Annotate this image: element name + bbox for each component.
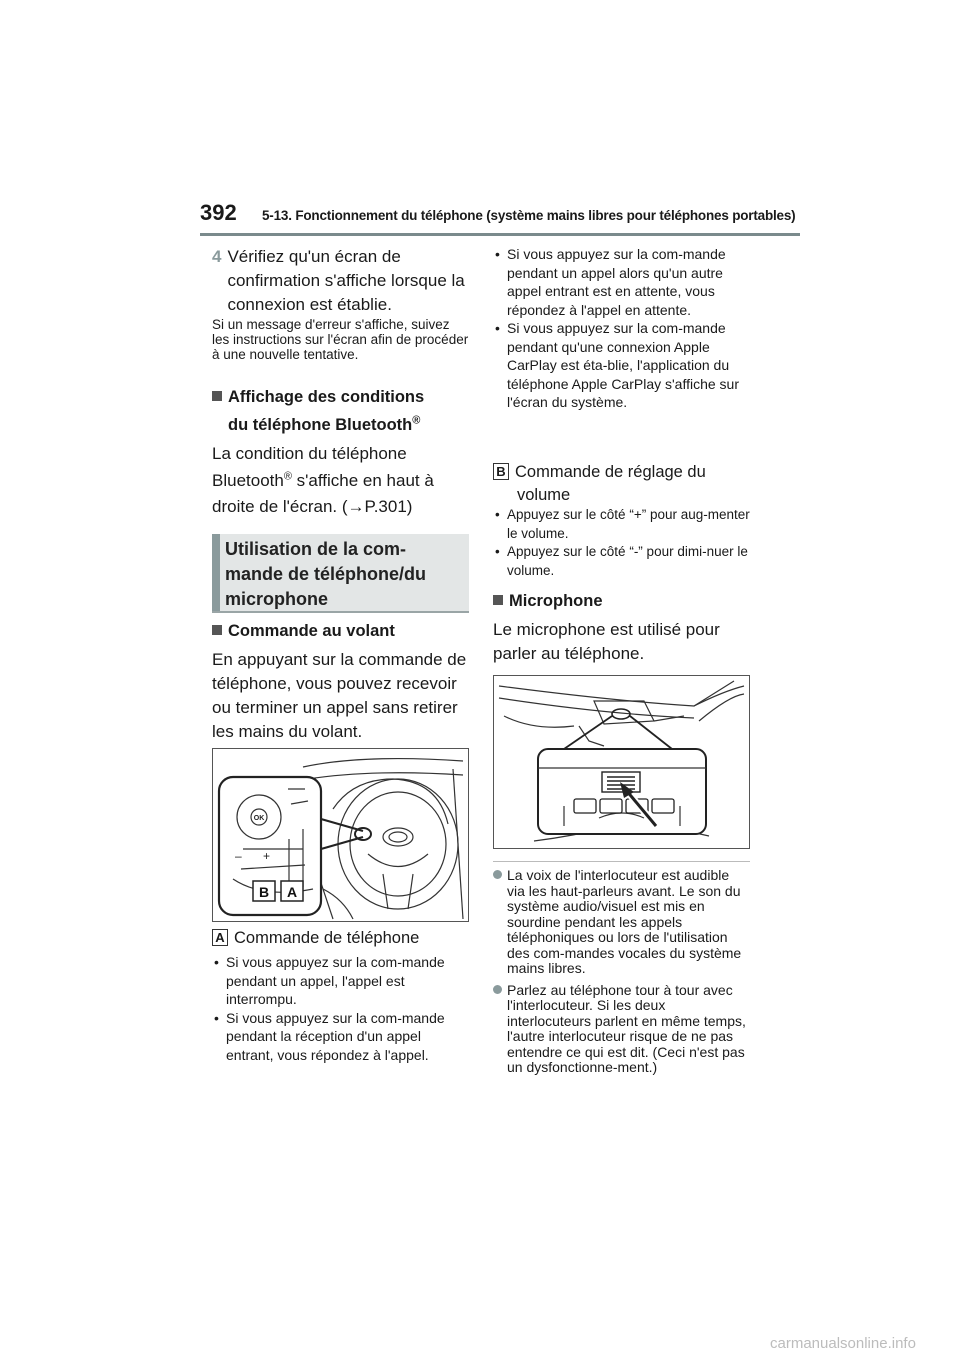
circle-bullet-icon <box>493 870 502 879</box>
steering-wheel-figure <box>212 748 469 922</box>
title-text: Commande de réglage du volume <box>515 463 706 504</box>
note-text: Parlez au téléphone tour à tour avec l'interlocuteur. Si les deux interlocuteurs parlent en même temps, l'autre interlocuteur risque de ne pas entendre ce qui est dit. (Ceci n'est pas un dysfonctionne-ment.) <box>507 981 746 1075</box>
title-text: Commande de téléphone <box>234 929 420 947</box>
volume-minus-label: – <box>235 849 242 863</box>
body-line: s'affiche en haut à <box>291 471 434 490</box>
list-item: • Appuyez sur le côté “-” pour dimi-nuer le volume. <box>493 543 753 580</box>
notes-divider <box>493 861 750 862</box>
chapter-title: 5-13. Fonctionnement du téléphone (système mains libres pour téléphones portables) <box>262 208 796 223</box>
label-b-box: B <box>493 463 509 480</box>
label-a-box: A <box>212 929 228 946</box>
microphone-illustration <box>494 676 749 848</box>
section-bar <box>212 534 220 611</box>
list-item: • Appuyez sur le côté “+” pour aug-menter le volume. <box>493 506 753 543</box>
body-line: droite de l'écran. ( <box>212 497 348 516</box>
notes-list <box>493 868 749 1082</box>
microphone-figure <box>493 675 750 849</box>
circle-bullet-icon <box>493 985 502 994</box>
square-bullet-icon <box>212 391 222 401</box>
registered-mark: ® <box>283 470 292 483</box>
ok-button-label: OK <box>253 815 265 822</box>
body-line: La condition du téléphone <box>212 444 407 463</box>
command-a-title <box>212 929 470 948</box>
section-heading-box <box>212 534 469 613</box>
arrow-icon: → <box>347 497 365 516</box>
note-text: La voix de l'interlocuteur est audible via les haut-parleurs avant. Le son du système audio/visuel est mis en sourdine pendant les appels téléphoniques ou lors de l'utilisation des com-mandes vocales du système mains libres. <box>507 867 742 976</box>
header-rule <box>200 233 800 236</box>
heading-text: du téléphone Bluetooth <box>228 416 413 434</box>
note-item <box>493 983 749 1076</box>
body-line: Bluetooth <box>212 471 284 490</box>
step-4 <box>212 245 470 317</box>
section-title: Utilisation de la com-mande de téléphone/du microphone <box>225 539 427 609</box>
heading-text: Commande au volant <box>228 622 395 640</box>
steering-wheel-illustration <box>213 749 468 921</box>
watermark: carmanualsonline.info <box>770 1335 916 1352</box>
figure-label-b: B <box>258 884 270 900</box>
bluetooth-body <box>212 440 470 520</box>
note-item <box>493 868 749 977</box>
wheel-heading <box>212 618 470 644</box>
continued-bullets <box>493 245 751 412</box>
list-item: • Si vous appuyez sur la com-mande pendant un appel, l'appel est interrompu. <box>212 953 467 1009</box>
heading-text: Microphone <box>509 592 603 610</box>
list-item: • Si vous appuyez sur la com-mande pendant un appel alors qu'un autre appel entrant est en attente, vous répondez à l'appel en attente. <box>493 245 751 319</box>
command-a-bullets <box>212 953 467 1064</box>
square-bullet-icon <box>493 595 503 605</box>
list-item: • Si vous appuyez sur la com-mande pendant la réception d'un appel entrant, vous répondez à l'appel. <box>212 1009 467 1065</box>
bluetooth-heading <box>212 384 470 438</box>
list-item: • Si vous appuyez sur la com-mande pendant qu'une connexion Apple CarPlay est éta-blie, l'application du téléphone Apple CarPlay s'affiche sur l'écran du système. <box>493 319 751 412</box>
step-note: Si un message d'erreur s'affiche, suivez les instructions sur l'écran afin de procéder à une nouvelle tentative. <box>212 317 469 362</box>
step-number: 4 <box>212 247 222 266</box>
volume-plus-label: + <box>263 849 271 863</box>
wheel-body: En appuyant sur la commande de téléphone, vous pouvez recevoir ou terminer un appel sans retirer les mains du volant. <box>212 650 467 741</box>
command-b-bullets <box>493 506 753 580</box>
heading-text: Affichage des conditions <box>228 388 425 406</box>
figure-label-a: A <box>286 884 298 900</box>
square-bullet-icon <box>212 625 222 635</box>
page-number: 392 <box>200 200 237 225</box>
microphone-body: Le microphone est utilisé pour parler au téléphone. <box>493 620 720 663</box>
page-reference[interactable]: P.301) <box>364 497 413 516</box>
microphone-heading <box>493 588 753 614</box>
step-text: Vérifiez qu'un écran de confirmation s'affiche lorsque la connexion est établie. <box>227 247 465 314</box>
command-b-title <box>493 461 753 507</box>
registered-mark: ® <box>412 414 421 427</box>
